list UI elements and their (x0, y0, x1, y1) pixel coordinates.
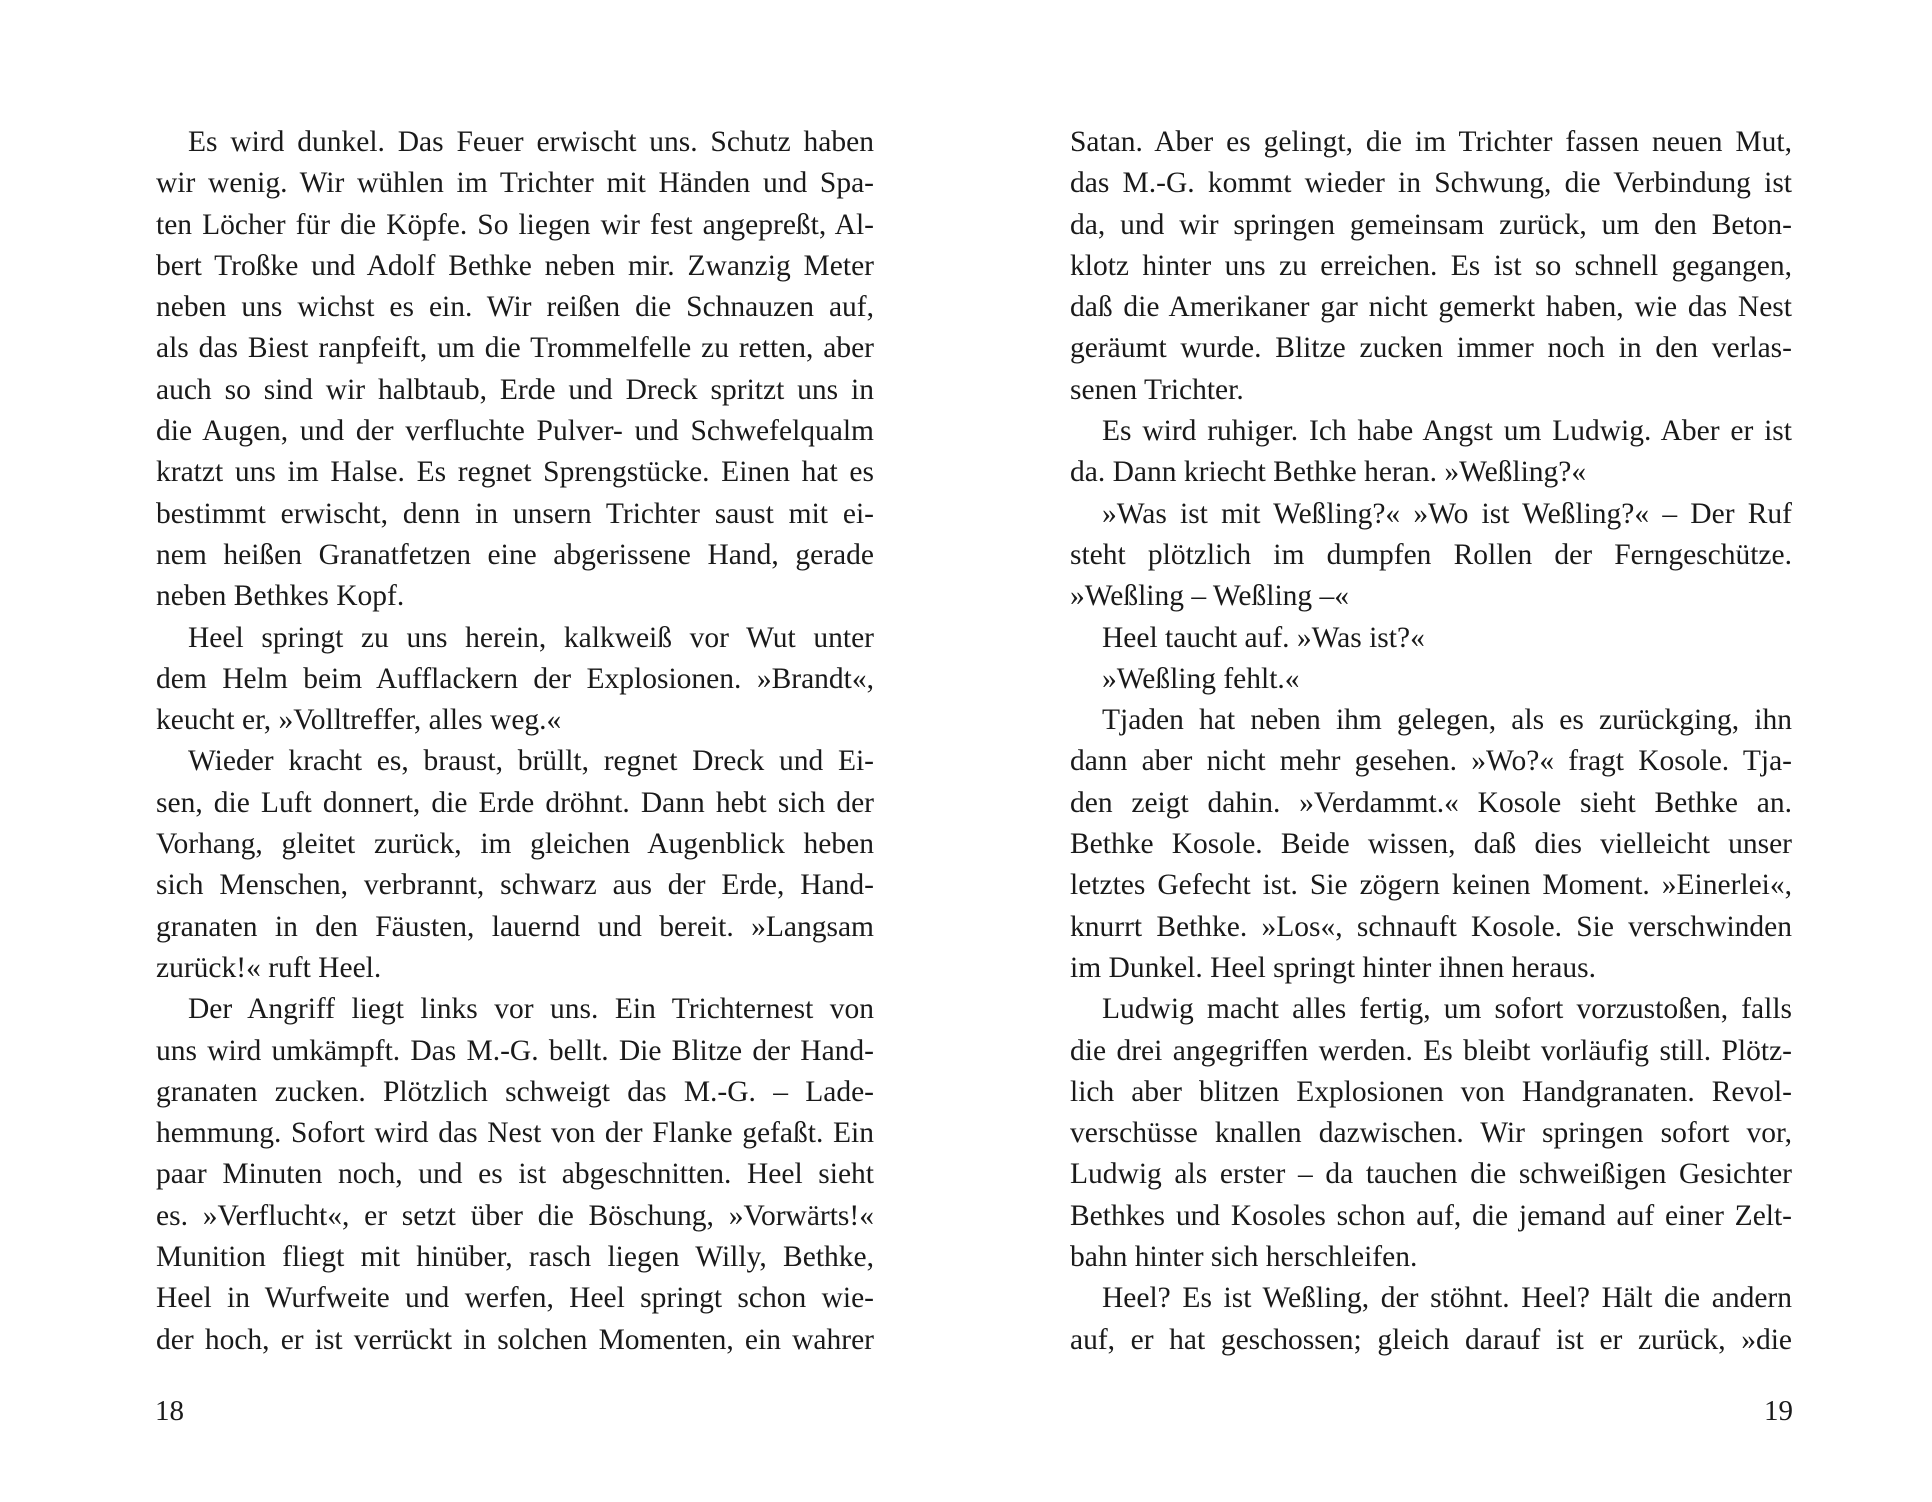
text-line: dem Helm beim Aufflackern der Explosionen. »Brandt«, (156, 662, 874, 695)
text-line: Vorhang, gleitet zurück, im gleichen Augenblick heben (156, 828, 874, 861)
left-page-number: 18 (155, 1395, 184, 1427)
text-line: als das Biest ranpfeift, um die Trommelfelle zu retten, aber (156, 332, 874, 365)
text-line: die Augen, und der verfluchte Pulver- und Schwefelqualm (156, 415, 874, 448)
text-line: letztes Gefecht ist. Sie zögern keinen Moment. »Einerlei«, (1070, 869, 1792, 902)
text-line: den zeigt dahin. »Verdammt.« Kosole sieht Bethke an. (1070, 786, 1792, 819)
text-line: es. »Verflucht«, er setzt über die Böschung, »Vorwärts!« (156, 1199, 874, 1232)
text-line: verschüsse knallen dazwischen. Wir springen sofort vor, (1070, 1117, 1792, 1150)
text-line: kratzt uns im Halse. Es regnet Sprengstücke. Einen hat es (156, 456, 874, 489)
text-line: »Weßling fehlt.« (1102, 662, 1300, 695)
text-line: dann aber nicht mehr gesehen. »Wo?« fragt Kosole. Tja- (1070, 745, 1792, 778)
text-line: zurück!« ruft Heel. (156, 951, 382, 984)
text-line: wir wenig. Wir wühlen im Trichter mit Händen und Spa- (156, 167, 874, 200)
text-line: Es wird dunkel. Das Feuer erwischt uns. Schutz haben (188, 126, 874, 158)
text-line: »Was ist mit Weßling?« »Wo ist Weßling?« – Der Ruf (1102, 497, 1792, 530)
text-line: neben Bethkes Kopf. (156, 580, 405, 613)
left-page-text (156, 122, 874, 1361)
text-line: auch so sind wir halbtaub, Erde und Dreck spritzt uns in (156, 373, 874, 406)
text-line: Bethkes und Kosoles schon auf, die jemand auf einer Zelt- (1070, 1199, 1792, 1232)
text-line: Der Angriff liegt links vor uns. Ein Trichternest von (188, 993, 874, 1026)
text-line: Tjaden hat neben ihm gelegen, als es zurückging, ihn (1102, 704, 1792, 737)
text-line: granaten in den Fäusten, lauernd und bereit. »Langsam (156, 910, 874, 943)
text-line: steht plötzlich im dumpfen Rollen der Ferngeschütze. (1070, 538, 1792, 571)
text-line: der hoch, er ist verrückt in solchen Momenten, ein wahrer (156, 1323, 874, 1356)
text-line: Wieder kracht es, braust, brüllt, regnet Dreck und Ei- (188, 745, 874, 778)
text-line: im Dunkel. Heel springt hinter ihnen heraus. (1070, 951, 1596, 984)
text-line: uns wird umkämpft. Das M.-G. bellt. Die Blitze der Hand- (156, 1034, 874, 1067)
right-page (966, 0, 1932, 1502)
text-line: daß die Amerikaner gar nicht gemerkt haben, wie das Nest (1070, 291, 1792, 324)
text-line: Heel taucht auf. »Was ist?« (1102, 621, 1425, 654)
text-line: granaten zucken. Plötzlich schweigt das M.-G. – Lade- (156, 1075, 874, 1108)
text-line: Ludwig als erster – da tauchen die schweißigen Gesichter (1070, 1158, 1792, 1191)
text-line: senen Trichter. (1070, 373, 1244, 406)
text-line: sich Menschen, verbrannt, schwarz aus der Erde, Hand- (156, 869, 874, 902)
text-line: paar Minuten noch, und es ist abgeschnitten. Heel sieht (156, 1158, 874, 1191)
text-line: bahn hinter sich herschleifen. (1070, 1241, 1418, 1274)
text-line: Ludwig macht alles fertig, um sofort vorzustoßen, falls (1102, 993, 1792, 1026)
text-line: klotz hinter uns zu erreichen. Es ist so schnell gegangen, (1070, 249, 1792, 282)
text-line: geräumt wurde. Blitze zucken immer noch in den verlas- (1070, 332, 1792, 365)
text-line: ten Löcher für die Köpfe. So liegen wir fest angepreßt, Al- (156, 208, 874, 241)
text-line: auf, er hat geschossen; gleich darauf ist er zurück, »die (1070, 1323, 1792, 1356)
text-line: Heel springt zu uns herein, kalkweiß vor Wut unter (188, 621, 874, 654)
text-line: da, und wir springen gemeinsam zurück, um den Beton- (1070, 208, 1792, 241)
text-line: Heel in Wurfweite und werfen, Heel springt schon wie- (156, 1282, 874, 1315)
text-line: bert Troßke und Adolf Bethke neben mir. Zwanzig Meter (156, 249, 874, 282)
right-page-text (1070, 122, 1792, 1361)
text-line: knurrt Bethke. »Los«, schnauft Kosole. Sie verschwinden (1070, 910, 1792, 943)
text-line: keucht er, »Volltreffer, alles weg.« (156, 704, 562, 737)
text-line: sen, die Luft donnert, die Erde dröhnt. Dann hebt sich der (156, 786, 874, 819)
text-line: »Weßling – Weßling –« (1070, 580, 1350, 613)
text-line: neben uns wichst es ein. Wir reißen die Schnauzen auf, (156, 291, 874, 324)
text-line: lich aber blitzen Explosionen von Handgranaten. Revol- (1070, 1075, 1792, 1108)
text-line: bestimmt erwischt, denn in unsern Trichter saust mit ei- (156, 497, 874, 530)
text-line: Bethke Kosole. Beide wissen, daß dies vielleicht unser (1070, 828, 1792, 861)
text-line: Heel? Es ist Weßling, der stöhnt. Heel? Hält die andern (1102, 1282, 1792, 1315)
text-line: da. Dann kriecht Bethke heran. »Weßling?« (1070, 456, 1587, 489)
text-line: Munition fliegt mit hinüber, rasch liegen Willy, Bethke, (156, 1241, 874, 1274)
text-line: hemmung. Sofort wird das Nest von der Flanke gefaßt. Ein (156, 1117, 874, 1150)
text-line: das M.-G. kommt wieder in Schwung, die Verbindung ist (1070, 167, 1792, 200)
text-line: Satan. Aber es gelingt, die im Trichter fassen neuen Mut, (1070, 126, 1792, 158)
text-line: Es wird ruhiger. Ich habe Angst um Ludwig. Aber er ist (1102, 415, 1792, 448)
text-line: nem heißen Granatfetzen eine abgerissene Hand, gerade (156, 538, 874, 571)
text-line: die drei angegriffen werden. Es bleibt vorläufig still. Plötz- (1070, 1034, 1792, 1067)
right-page-number: 19 (1764, 1395, 1793, 1427)
